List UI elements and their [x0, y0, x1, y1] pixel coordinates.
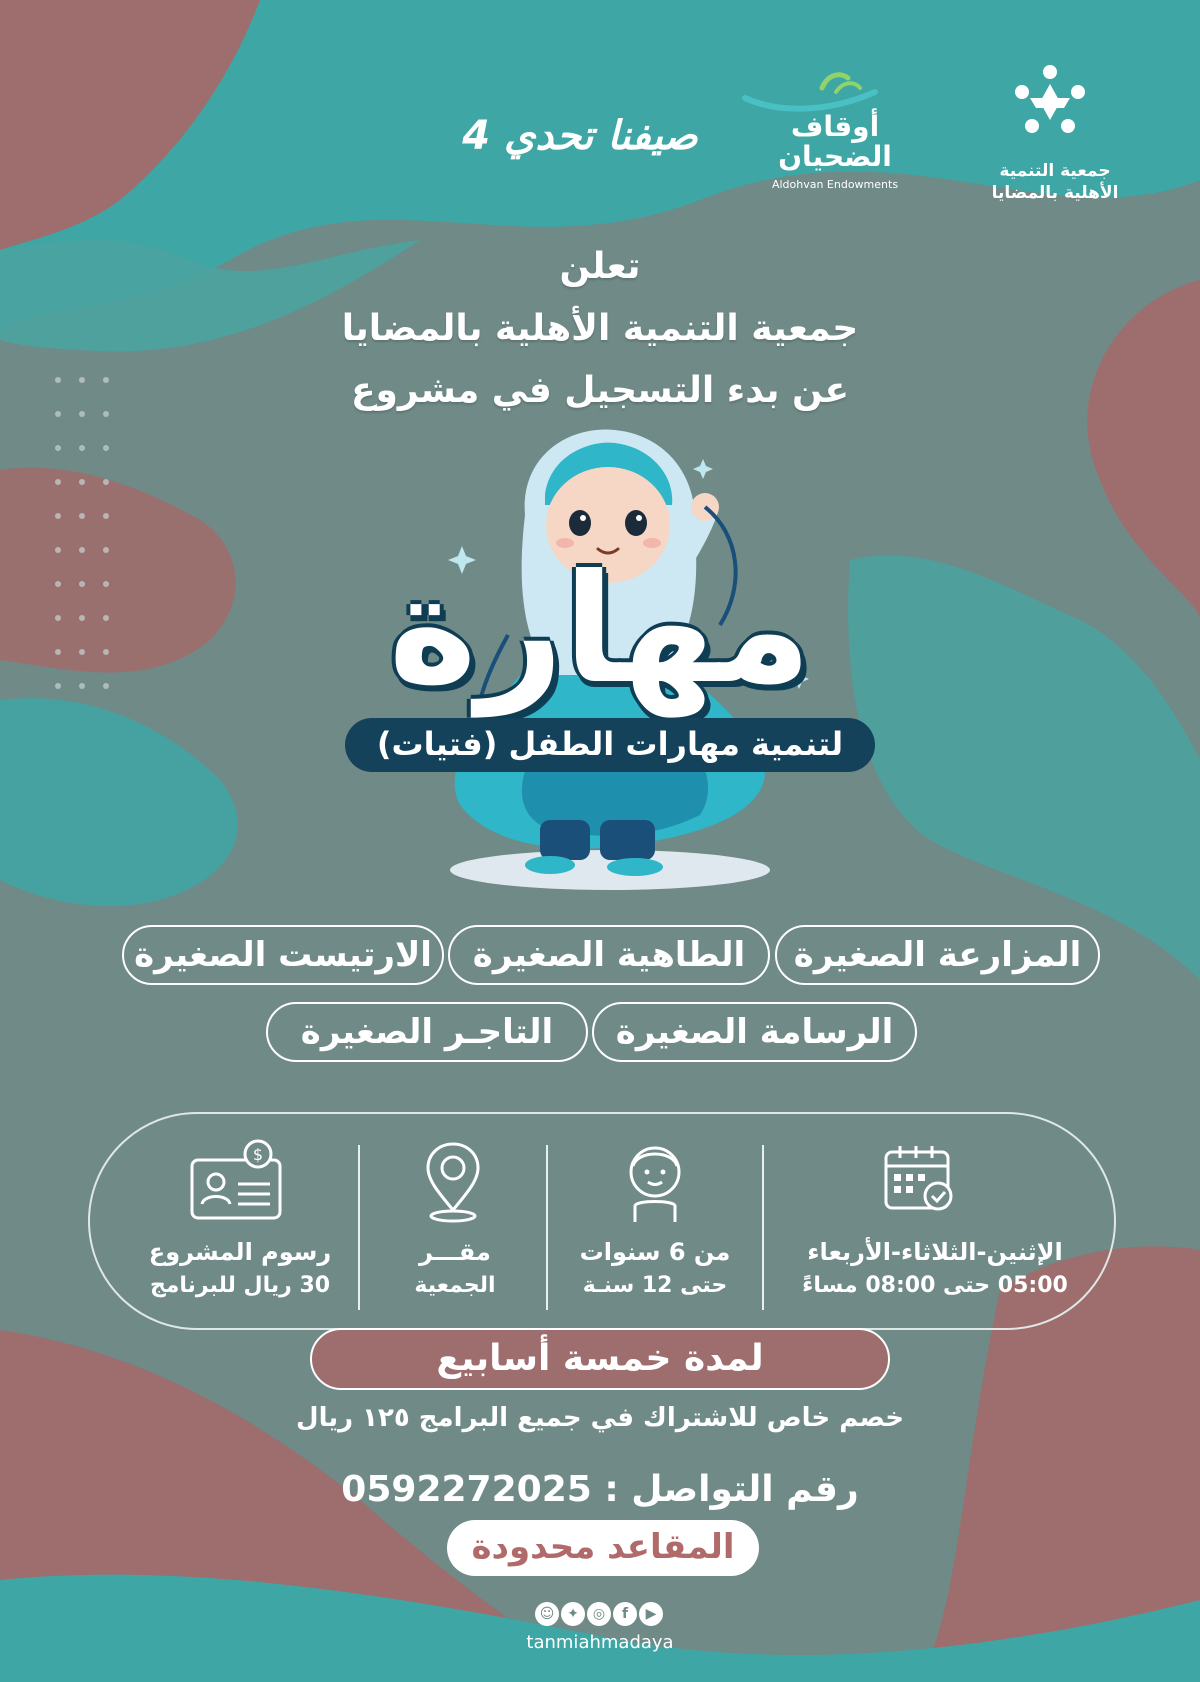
intro-line-3: عن بدء التسجيل في مشروع: [350, 370, 850, 411]
schedule-days: الإثنين-الثلاثاء-الأربعاء: [807, 1238, 1063, 1266]
twitter-icon[interactable]: ✦: [561, 1602, 585, 1626]
svg-text:$: $: [252, 1145, 264, 1164]
info-divider: [762, 1145, 764, 1310]
facebook-icon[interactable]: f: [613, 1602, 637, 1626]
project-subtitle: لتنمية مهارات الطفل (فتيات): [345, 718, 875, 772]
limited-seats-badge: المقاعد محدودة: [447, 1520, 759, 1576]
track-chip-painter: الرسامة الصغيرة: [592, 1002, 917, 1062]
fees-value: 30 ريال للبرنامج: [149, 1273, 331, 1298]
age-from: من 6 سنوات: [579, 1238, 731, 1266]
schedule-time: 05:00 حتى 08:00 مساءً: [802, 1273, 1068, 1298]
info-age: [560, 1135, 750, 1303]
youtube-icon[interactable]: ▶: [639, 1602, 663, 1626]
instagram-icon[interactable]: ◎: [587, 1602, 611, 1626]
awqaf-name-line2: الضحيان: [778, 140, 892, 173]
track-chip-farmer: المزارعة الصغيرة: [775, 925, 1100, 985]
project-title: مهارة: [388, 543, 812, 717]
track-chip-cook: الطاهية الصغيرة: [448, 925, 770, 985]
snapchat-icon[interactable]: ☺: [535, 1602, 559, 1626]
track-chip-merchant: التاجـر الصغيرة: [266, 1002, 588, 1062]
social-icons: [535, 1602, 665, 1628]
intro-line-1: تعلن: [559, 246, 641, 287]
association-logo-icon: [1010, 62, 1090, 142]
awqaf-name-line1: أوقاف: [790, 110, 880, 143]
fees-label: رسوم المشروع: [148, 1238, 332, 1266]
awqaf-english-name: Aldohvan Endowments: [771, 178, 899, 191]
info-venue: [375, 1135, 535, 1303]
discount-text: خصم خاص للاشتراك في جميع البرامج ١٢٥ ريال: [296, 1403, 904, 1433]
association-name-line1: جمعية التنمية: [999, 161, 1111, 181]
summer-program-name: صيفنا تحدي 4: [462, 113, 698, 159]
info-divider: [546, 1145, 548, 1310]
info-schedule: [790, 1135, 1080, 1303]
summer-program-logo: [440, 96, 720, 186]
info-fees: [135, 1135, 345, 1303]
social-handle[interactable]: tanmiahmadaya: [526, 1632, 674, 1653]
track-chip-artist: الارتيست الصغيرة: [122, 925, 444, 985]
awqaf-logo-text: [735, 70, 935, 191]
intro-line-2: جمعية التنمية الأهلية بالمضايا: [341, 308, 859, 349]
intro-text: [0, 236, 1200, 422]
venue-line-2: الجمعية: [414, 1273, 496, 1298]
association-logo-text: [980, 160, 1130, 204]
info-divider: [358, 1145, 360, 1310]
age-to: حتى 12 سنـة: [582, 1273, 728, 1298]
association-name-line2: الأهلية بالمضايا: [991, 183, 1119, 203]
venue-line-1: مقـــر: [419, 1238, 491, 1266]
contact-number: رقم التواصل : 0592272025: [341, 1469, 859, 1510]
duration-badge: لمدة خمسة أسابيع: [310, 1328, 890, 1390]
